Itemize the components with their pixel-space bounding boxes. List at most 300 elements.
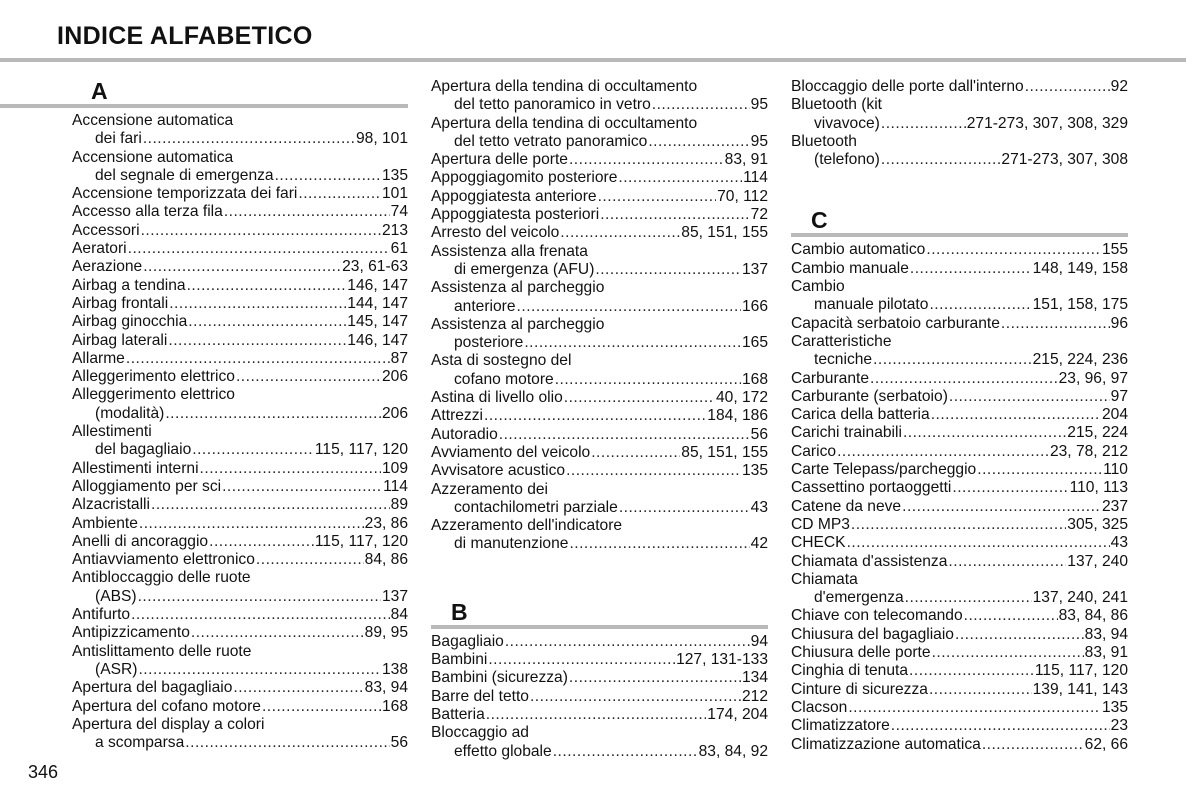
dot-leader (926, 241, 1101, 259)
index-entries (431, 78, 768, 554)
index-entry (431, 115, 768, 152)
entry-pages: 95 (750, 96, 768, 114)
entry-subterm: del segnale di emergenza (95, 166, 274, 184)
index-entry (431, 78, 768, 115)
dot-leader (964, 607, 1058, 625)
dot-leader (619, 499, 750, 517)
entry-term: Asta di sostegno del (431, 352, 572, 370)
dot-leader (524, 334, 741, 352)
index-entry (431, 481, 768, 518)
entry-subterm: effetto globale (454, 742, 552, 760)
dot-leader (837, 443, 1049, 461)
index-entries (431, 633, 768, 761)
index-entry (72, 533, 408, 551)
index-entry (431, 243, 768, 280)
entry-pages: 83, 91 (724, 151, 768, 169)
index-entry (431, 462, 768, 480)
dot-leader (566, 462, 741, 480)
dot-leader (564, 389, 715, 407)
entry-pages: 137, 240 (1067, 552, 1128, 570)
entry-term: Allestimenti interni (72, 459, 199, 477)
dot-leader (138, 661, 381, 679)
index-entry (431, 279, 768, 316)
entry-pages: 23, 61-63 (342, 258, 408, 276)
index-entry (791, 133, 1128, 170)
index-entry (72, 203, 408, 221)
entry-pages: 151, 158, 175 (1032, 296, 1128, 314)
dot-leader (222, 478, 382, 496)
entry-term: Alleggerimento elettrico (72, 386, 235, 404)
entry-subterm: dei fari (95, 130, 142, 148)
dot-leader (903, 424, 1066, 442)
entry-pages: 174, 204 (707, 705, 768, 723)
entry-term: Antibloccaggio delle ruote (72, 569, 251, 587)
entry-pages: 23, 78, 212 (1049, 442, 1128, 460)
section-letter: A (0, 78, 408, 108)
entry-pages: 135 (381, 166, 408, 184)
index-entry (791, 260, 1128, 278)
entry-pages: 146, 147 (347, 331, 408, 349)
entry-term: Anelli di ancoraggio (72, 532, 209, 550)
dot-leader (952, 479, 1068, 497)
entry-term: Carica della batteria (791, 406, 930, 424)
entry-term: Antiavviamento elettronico (72, 551, 255, 569)
dot-leader (188, 313, 346, 331)
entry-pages: 305, 325 (1067, 515, 1128, 533)
entry-pages: 97 (1110, 387, 1128, 405)
entry-term: Carichi trainabili (791, 424, 902, 442)
entry-term: Apertura della tendina di occultamento (431, 78, 698, 95)
index-entry (72, 423, 408, 460)
dot-leader (209, 533, 314, 551)
index-entry (431, 724, 768, 761)
entry-term: Apertura delle porte (431, 151, 568, 169)
entry-pages: 168 (741, 370, 768, 388)
dot-leader (618, 169, 742, 187)
index-entry (791, 388, 1128, 406)
entry-pages: 23 (1110, 717, 1128, 735)
index-entry (791, 534, 1128, 552)
entry-pages: 72 (750, 206, 768, 224)
index-entry (72, 551, 408, 569)
dot-leader (165, 405, 381, 423)
index-entry (72, 350, 408, 368)
dot-leader (484, 407, 706, 425)
dot-leader (262, 698, 381, 716)
entry-term: Assistenza alla frenata (431, 242, 588, 260)
entry-pages: 74 (390, 203, 408, 221)
dot-leader (486, 706, 707, 724)
index-column-1 (72, 78, 408, 752)
entry-pages: 127, 131-133 (676, 651, 768, 669)
dot-leader (848, 699, 1101, 717)
index-entry (72, 515, 408, 533)
entry-pages: 61 (390, 240, 408, 258)
index-entry (72, 277, 408, 295)
entry-term: Cambio manuale (791, 259, 909, 277)
entry-term: Allestimenti (72, 423, 152, 441)
entry-pages: 114 (743, 169, 768, 187)
entry-term: CD MP3 (791, 515, 850, 533)
entry-term: Ambiente (72, 514, 138, 532)
index-entry (72, 698, 408, 716)
entry-term: Climatizzazione automatica (791, 735, 981, 753)
entry-pages: 23, 96, 97 (1058, 369, 1128, 387)
entry-pages: 271-273, 307, 308, 329 (966, 114, 1128, 132)
entry-subterm: (ASR) (95, 660, 138, 678)
dot-leader (591, 444, 680, 462)
dot-leader (488, 651, 675, 669)
index-entry (72, 716, 408, 753)
dot-leader (891, 717, 1110, 735)
index-entry (72, 112, 408, 149)
entry-pages: 215, 224, 236 (1032, 351, 1128, 369)
entry-term: Avviamento del veicolo (431, 443, 591, 461)
entry-subterm: (modalità) (95, 404, 165, 422)
entry-pages: 138 (381, 660, 408, 678)
entry-pages: 137, 240, 241 (1032, 589, 1128, 607)
entry-pages: 155 (1101, 241, 1128, 259)
dot-leader (949, 388, 1110, 406)
dot-leader (902, 498, 1101, 516)
entry-term: Bagagliaio (431, 632, 504, 650)
entry-pages: 115, 117, 120 (314, 532, 408, 550)
dot-leader (909, 662, 1034, 680)
entry-pages: 115, 117, 120 (314, 441, 408, 459)
index-entry (72, 185, 408, 203)
index-entry (72, 679, 408, 697)
index-entries (791, 78, 1128, 169)
index-entry (791, 406, 1128, 424)
entry-subterm: del bagagliaio (95, 441, 192, 459)
entry-term: Airbag laterali (72, 331, 168, 349)
dot-leader (929, 681, 1032, 699)
entry-term: Alleggerimento elettrico (72, 368, 235, 386)
entry-term: Carburante (serbatoio) (791, 387, 948, 405)
title-rule (0, 58, 1186, 62)
index-entry (791, 644, 1128, 662)
dot-leader (131, 606, 390, 624)
entry-subterm: d'emergenza (814, 589, 904, 607)
dot-leader (1025, 78, 1110, 96)
entry-subterm: contachilometri parziale (454, 498, 618, 516)
entry-term: Assistenza al parcheggio (431, 315, 605, 333)
dot-leader (141, 222, 381, 240)
entry-term: Astina di livello olio (431, 389, 563, 407)
index-entries (72, 112, 408, 752)
entry-pages: 109 (381, 459, 408, 477)
entry-pages: 83, 94 (1084, 625, 1128, 643)
entry-term: Climatizzatore (791, 717, 890, 735)
dot-leader (955, 626, 1084, 644)
dot-leader (905, 589, 1032, 607)
index-entry (72, 222, 408, 240)
entry-term: Chiusura delle porte (791, 644, 931, 662)
dot-leader (652, 96, 750, 114)
entry-pages: 43 (1110, 534, 1128, 552)
index-entry (72, 643, 408, 680)
dot-leader (143, 258, 341, 276)
entry-pages: 135 (1101, 698, 1128, 716)
entry-pages: 137 (741, 260, 768, 278)
entry-pages: 40, 172 (715, 389, 768, 407)
entry-subterm: vivavoce) (814, 114, 880, 132)
entry-pages: 62, 66 (1084, 735, 1128, 753)
entry-pages: 135 (741, 462, 768, 480)
dot-leader (870, 370, 1058, 388)
index-entry (791, 662, 1128, 680)
index-entry (431, 688, 768, 706)
entry-term: Apertura del bagagliaio (72, 679, 233, 697)
entry-subterm: (telefono) (814, 151, 880, 169)
entry-pages: 83, 91 (1084, 644, 1128, 662)
index-entry (431, 633, 768, 651)
entry-term: Airbag frontali (72, 294, 169, 312)
dot-leader (236, 368, 381, 386)
entry-pages: 101 (381, 185, 408, 203)
entry-pages: 87 (390, 349, 408, 367)
entry-pages: 114 (383, 477, 408, 495)
entry-pages: 83, 94 (364, 679, 408, 697)
dot-leader (982, 736, 1084, 754)
entry-subterm: manuale pilotato (814, 296, 929, 314)
index-entry (791, 278, 1128, 315)
index-entry (431, 224, 768, 242)
index-entry (791, 479, 1128, 497)
dot-leader (517, 298, 741, 316)
dot-leader (881, 115, 966, 133)
entry-pages: 83, 84, 92 (698, 742, 768, 760)
dot-leader (200, 460, 381, 478)
entry-term: Allarme (72, 349, 125, 367)
index-entry (72, 149, 408, 186)
index-entry (791, 370, 1128, 388)
entry-term: Chiamata d'assistenza (791, 552, 948, 570)
dot-leader (499, 426, 750, 444)
dot-leader (185, 734, 389, 752)
entry-term: Azzeramento dell'indicatore (431, 517, 623, 535)
entry-term: CHECK (791, 534, 846, 552)
entry-term: Bloccaggio ad (431, 724, 529, 742)
dot-leader (256, 551, 364, 569)
entry-term: Accesso alla terza fila (72, 203, 223, 221)
index-entry (72, 386, 408, 423)
entry-term: Airbag ginocchia (72, 313, 188, 331)
entry-pages: 110 (1103, 461, 1128, 479)
index-entry (72, 624, 408, 642)
entry-pages: 206 (381, 368, 408, 386)
dot-leader (138, 588, 381, 606)
entry-pages: 215, 224 (1067, 424, 1128, 442)
entry-pages: 92 (1110, 78, 1128, 95)
dot-leader (555, 371, 741, 389)
section-a (72, 78, 408, 752)
entry-subterm: cofano motore (454, 370, 554, 388)
dot-leader (851, 516, 1066, 534)
entry-term: Batteria (431, 705, 485, 723)
entry-pages: 56 (390, 734, 408, 752)
entry-pages: 42 (750, 535, 768, 553)
dot-leader (873, 351, 1032, 369)
dot-leader (932, 644, 1084, 662)
entry-term: Barre del tetto (431, 687, 529, 705)
index-entry (791, 681, 1128, 699)
entry-term: Airbag a tendina (72, 276, 186, 294)
entry-term: Apertura della tendina di occultamento (431, 114, 698, 132)
index-entry (72, 240, 408, 258)
entry-term: Accessori (72, 221, 140, 239)
index-column-3 (791, 78, 1128, 754)
index-entry (431, 407, 768, 425)
index-entry (791, 498, 1128, 516)
dot-leader (569, 151, 724, 169)
section-letter: B (431, 599, 768, 629)
entry-term: Aerazione (72, 258, 143, 276)
dot-leader (560, 224, 680, 242)
entry-pages: 56 (750, 425, 768, 443)
dot-leader (275, 167, 381, 185)
index-entry (791, 736, 1128, 754)
entry-term: Cambio (791, 278, 845, 296)
index-entry (431, 188, 768, 206)
dot-leader (648, 133, 749, 151)
index-entry (791, 315, 1128, 333)
dot-leader (126, 350, 390, 368)
dot-leader (977, 461, 1102, 479)
entry-term: Antislittamento delle ruote (72, 642, 252, 660)
entry-pages: 23, 86 (364, 514, 408, 532)
dot-leader (948, 553, 1066, 571)
entry-subterm: di manutenzione (454, 535, 569, 553)
page-title: INDICE ALFABETICO (57, 22, 313, 50)
entry-term: Bambini (431, 651, 488, 669)
index-entry (72, 313, 408, 331)
entry-pages: 148, 149, 158 (1032, 259, 1128, 277)
entry-pages: 137 (381, 587, 408, 605)
entry-term: Capacità serbatoio carburante (791, 314, 1000, 332)
dot-leader (600, 206, 749, 224)
entry-term: Carburante (791, 369, 870, 387)
entry-pages: 43 (750, 498, 768, 516)
entry-term: Appoggiatesta posteriori (431, 206, 600, 224)
index-entry (72, 295, 408, 313)
entry-term: Antifurto (72, 606, 131, 624)
entry-pages: 271-273, 307, 308 (1001, 151, 1128, 169)
entry-pages: 184, 186 (707, 407, 768, 425)
entry-term: Chiave con telecomando (791, 607, 963, 625)
entry-term: Appoggiatesta anteriore (431, 187, 597, 205)
dot-leader (931, 406, 1101, 424)
entry-pages: 206 (381, 404, 408, 422)
dot-leader (187, 277, 347, 295)
index-entry (791, 96, 1128, 133)
entry-pages: 85, 151, 155 (681, 224, 768, 242)
section-letter: C (791, 207, 1128, 237)
index-entry (72, 332, 408, 350)
index-entry (791, 626, 1128, 644)
entry-term: Accensione temporizzata dei fari (72, 185, 298, 203)
index-entry (72, 569, 408, 606)
dot-leader (143, 130, 355, 148)
dot-leader (553, 743, 698, 761)
entry-term: Aeratori (72, 240, 127, 258)
page-number: 346 (28, 762, 59, 782)
index-entry (791, 241, 1128, 259)
section-c (791, 207, 1128, 753)
entry-term: Chiamata (791, 570, 858, 588)
entry-term: Bluetooth (791, 132, 857, 150)
dot-leader (569, 669, 741, 687)
index-entry (431, 151, 768, 169)
entry-term: Catene da neve (791, 497, 902, 515)
entry-term: Carte Telepass/parcheggio (791, 461, 977, 479)
index-entry (791, 553, 1128, 571)
entry-term: Chiusura del bagagliaio (791, 625, 954, 643)
entry-term: Apertura del display a colori (72, 715, 265, 733)
entry-pages: 89, 95 (364, 624, 408, 642)
entry-term: Cassettino portaoggetti (791, 479, 952, 497)
index-entry (431, 316, 768, 353)
index-entry (431, 651, 768, 669)
dot-leader (128, 240, 390, 258)
entry-pages: 166 (741, 297, 768, 315)
dot-leader (233, 679, 363, 697)
index-entry (791, 461, 1128, 479)
dot-leader (847, 534, 1110, 552)
dot-leader (929, 296, 1031, 314)
dot-leader (298, 185, 381, 203)
entry-subterm: tecniche (814, 351, 873, 369)
index-entry (791, 571, 1128, 608)
dot-leader (569, 535, 749, 553)
entry-term: Avvisatore acustico (431, 462, 566, 480)
entry-pages: 213 (381, 221, 408, 239)
entry-pages: 83, 84, 86 (1058, 607, 1128, 625)
entry-subterm: di emergenza (AFU) (454, 260, 595, 278)
entry-pages: 70, 112 (717, 187, 768, 205)
entry-term: Cambio automatico (791, 241, 926, 259)
index-entry (431, 444, 768, 462)
entry-subterm: a scomparsa (95, 734, 185, 752)
entry-term: Autoradio (431, 425, 498, 443)
section-b (431, 599, 768, 761)
index-entry (431, 706, 768, 724)
entry-pages: 84, 86 (364, 551, 408, 569)
index-entry (791, 333, 1128, 370)
entry-subterm: posteriore (454, 334, 524, 352)
index-entry (791, 78, 1128, 96)
index-entry (791, 424, 1128, 442)
entry-term: Alloggiamento per sci (72, 477, 222, 495)
entry-term: Bloccaggio delle porte dall'interno (791, 78, 1024, 95)
entry-term: Cinture di sicurezza (791, 680, 928, 698)
dot-leader (168, 332, 346, 350)
index-entry (791, 607, 1128, 625)
entry-term: Antipizzicamento (72, 624, 190, 642)
entry-pages: 85, 151, 155 (681, 443, 768, 461)
index-entry (431, 389, 768, 407)
dot-leader (595, 261, 741, 279)
entry-term: Carico (791, 442, 837, 460)
dot-leader (910, 260, 1032, 278)
dot-leader (598, 188, 717, 206)
index-entry (72, 606, 408, 624)
entry-term: Attrezzi (431, 407, 483, 425)
index-entry (431, 206, 768, 224)
entry-pages: 212 (741, 687, 768, 705)
entry-pages: 139, 141, 143 (1032, 680, 1128, 698)
dot-leader (1001, 315, 1110, 333)
